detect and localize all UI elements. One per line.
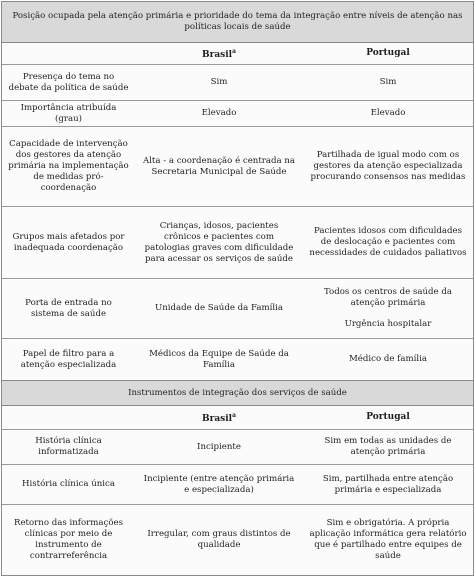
row-label-text: Presença do tema no debate da política de saúde <box>8 71 129 93</box>
portugal-cell <box>303 339 473 380</box>
row-label-text: Capacidade de intervenção dos gestores da atenção primária na implementação de medidas pró-coordenação <box>8 139 129 193</box>
portugal-cell-text: Sim e obrigatória. A própria aplicação informática gera relatório que é partilhado entre equipes de saúde <box>309 518 467 561</box>
table-row <box>2 279 473 339</box>
header-brasil <box>135 406 303 429</box>
header-portugal-text: Portugal <box>366 48 410 58</box>
portugal-cell-text: Médico de família <box>349 354 427 364</box>
row-label <box>2 505 135 575</box>
brasil-cell <box>135 430 303 464</box>
comparison-table <box>1 1 474 576</box>
brasil-cell-text: Médicos da Equipe de Saúde da Família <box>149 348 289 370</box>
portugal-cell-text: Sim em todas as unidades de atenção primária <box>324 436 452 457</box>
brasil-cell <box>135 127 303 206</box>
portugal-cell <box>303 505 473 575</box>
brasil-cell <box>135 505 303 575</box>
header-brasil-text: Brasil <box>202 414 233 424</box>
portugal-cell-text: Todos os centros de saúde da atenção primária <box>323 287 452 308</box>
portugal-cell <box>303 127 473 206</box>
portugal-cell-text: Sim, partilhada entre atenção primária e especializada <box>322 473 454 495</box>
table-row <box>2 65 473 101</box>
header-portugal <box>303 406 473 429</box>
brasil-cell <box>135 207 303 278</box>
table-row <box>2 505 473 575</box>
row-label-text: Porta de entrada no sistema de saúde <box>25 297 112 319</box>
portugal-cell <box>303 101 473 126</box>
row-label-text: História clínica informatizada <box>35 436 102 457</box>
portugal-cell-text: Sim <box>379 77 397 87</box>
section-1-title <box>2 2 473 43</box>
portugal-cell-text: Elevado <box>370 108 406 118</box>
footnote-mark: a <box>232 412 236 419</box>
row-label <box>2 65 135 100</box>
table-row <box>2 207 473 279</box>
header-portugal-text: Portugal <box>366 412 410 422</box>
brasil-cell <box>135 465 303 504</box>
header-portugal <box>303 43 473 64</box>
brasil-cell <box>135 101 303 126</box>
table-row <box>2 127 473 207</box>
table-row <box>2 465 473 505</box>
portugal-cell-text-secondary: Urgência hospitalar <box>344 319 432 329</box>
brasil-cell-text: Unidade de Saúde da Família <box>154 303 284 313</box>
brasil-cell <box>135 65 303 100</box>
row-label-text: Retorno das informações clínicas por meio de instrumento de contrarreferência <box>14 518 123 561</box>
table-row <box>2 339 473 380</box>
brasil-cell-text: Alta - a coordenação é centrada na Secretaria Municipal de Saúde <box>142 155 296 177</box>
section-2-title <box>2 380 473 406</box>
portugal-cell <box>303 430 473 464</box>
row-label-text: Papel de filtro para a atenção especializada <box>20 348 117 370</box>
brasil-cell-text: Incipiente <box>197 441 241 452</box>
brasil-cell-text: Incipiente (entre atenção primária e especializada) <box>143 473 295 495</box>
row-label <box>2 339 135 380</box>
section-2-header-row <box>2 406 473 430</box>
row-label-text: História clínica única <box>21 479 115 489</box>
header-brasil-text: Brasil <box>202 50 233 60</box>
brasil-cell-text: Irregular, com graus distintos de qualidade <box>147 529 291 550</box>
brasil-cell-text: Elevado <box>201 108 237 118</box>
table-row <box>2 430 473 465</box>
row-label-text: Importância atribuída (grau) <box>20 102 117 124</box>
table-row <box>2 101 473 127</box>
portugal-cell-text: Partilhada de igual modo com os gestores da atenção especializada procurando consensos nas medidas <box>310 150 466 182</box>
row-label <box>2 127 135 206</box>
portugal-cell <box>303 65 473 100</box>
row-label <box>2 207 135 278</box>
row-label-text: Grupos mais afetados por inadequada coordenação <box>12 231 125 253</box>
portugal-cell <box>303 465 473 504</box>
section-2-title-text: Instrumentos de integração dos serviços de saúde <box>128 387 347 398</box>
portugal-cell <box>303 207 473 278</box>
row-label <box>2 101 135 126</box>
header-brasil <box>135 43 303 64</box>
row-label <box>2 430 135 464</box>
brasil-cell-text: Sim <box>210 77 228 87</box>
portugal-cell-text: Pacientes idosos com dificuldades de deslocação e pacientes com necessidades de cuidados paliativos <box>309 226 467 258</box>
brasil-cell <box>135 339 303 380</box>
brasil-cell-text: Crianças, idosos, pacientes crônicos e pacientes com patologias graves com dificuldade para acessar os serviços de saúde <box>144 220 294 264</box>
section-1-header-row <box>2 43 473 65</box>
row-label <box>2 465 135 504</box>
header-empty-cell <box>2 43 135 64</box>
section-1-title-text: Posição ocupada pela atenção primária e prioridade do tema da integração entre níveis de atenção nas políticas locais de saúde <box>12 11 463 32</box>
row-label <box>2 279 135 338</box>
header-empty-cell <box>2 406 135 429</box>
brasil-cell <box>135 279 303 338</box>
portugal-cell <box>303 279 473 338</box>
footnote-mark: a <box>232 48 236 55</box>
